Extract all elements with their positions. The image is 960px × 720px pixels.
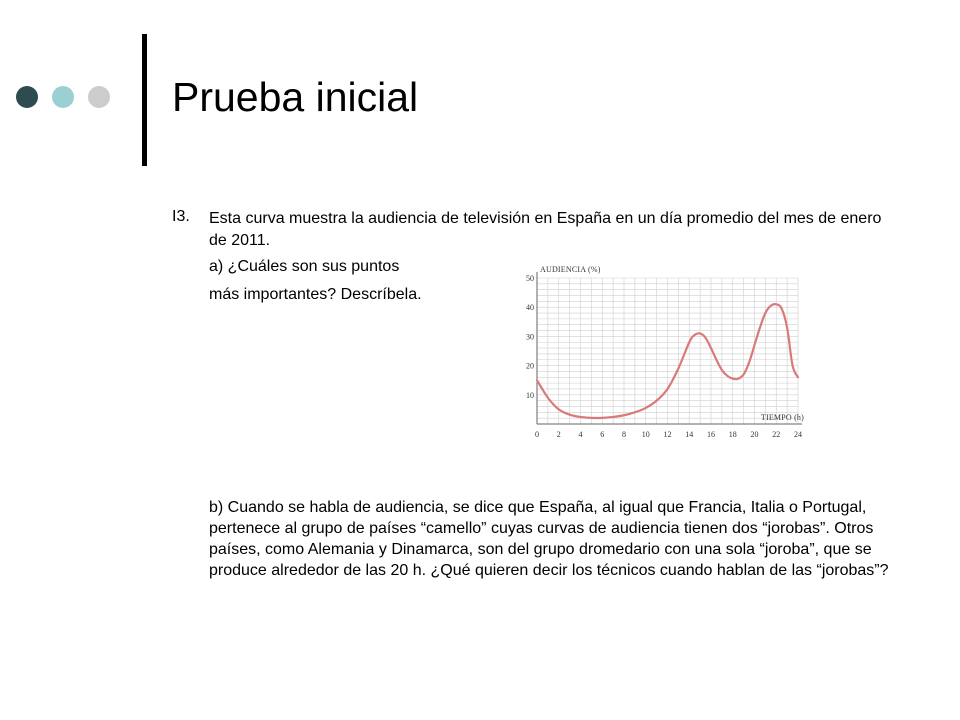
x-axis-label: TIEMPO (h) — [760, 413, 804, 422]
x-tick-label: 16 — [707, 430, 715, 439]
audience-chart-svg — [518, 262, 810, 442]
y-tick-label: 50 — [526, 274, 534, 283]
x-tick-label: 20 — [750, 430, 759, 439]
x-tick-label: 2 — [556, 430, 561, 439]
x-tick-label: 0 — [535, 430, 539, 439]
audience-chart — [518, 262, 810, 442]
x-tick-label: 14 — [685, 430, 694, 439]
question-number: I3. — [172, 208, 190, 225]
y-tick-label: 20 — [526, 361, 534, 371]
x-tick-label: 8 — [622, 430, 626, 439]
question-part-a-line1: a) ¿Cuáles son sus puntos — [209, 258, 400, 275]
title-divider — [142, 34, 147, 166]
y-axis-label: AUDIENCIA (%) — [540, 265, 601, 274]
x-tick-label: 4 — [578, 430, 583, 439]
page-title: Prueba inicial — [172, 74, 419, 120]
x-tick-label: 10 — [641, 430, 650, 439]
decor-dot-teal — [52, 86, 74, 108]
x-tick-label: 18 — [728, 430, 737, 439]
x-tick-label: 12 — [663, 430, 672, 439]
question-part-b: b) Cuando se habla de audiencia, se dice que España, al igual que Francia, Italia o Portugal, pertenece al grupo de países “camello” cuyas curvas de audiencia tienen dos “jorobas”. Otros países, como Alemania y Dinamarca, son del grupo dromedario con una sola “joroba”, que se produce alrededor de las 20 h. ¿Qué quieren decir los técnicos cuando hablan de las “jorobas”? — [209, 499, 889, 579]
question-text: Esta curva muestra la audiencia de televisión en España en un día promedio del mes de enero de 2011. — [209, 210, 882, 249]
x-tick-label: 24 — [794, 430, 802, 439]
decor-dot-dark — [16, 86, 38, 108]
x-tick-label: 22 — [772, 430, 781, 439]
y-tick-label: 40 — [526, 303, 534, 313]
x-tick-label: 6 — [600, 430, 605, 439]
decor-dots — [16, 86, 110, 108]
decor-dot-gray — [88, 86, 110, 108]
question-part-a-line2: más importantes? Descríbela. — [209, 286, 422, 303]
y-tick-label: 10 — [526, 390, 534, 400]
y-tick-label: 30 — [526, 332, 534, 342]
